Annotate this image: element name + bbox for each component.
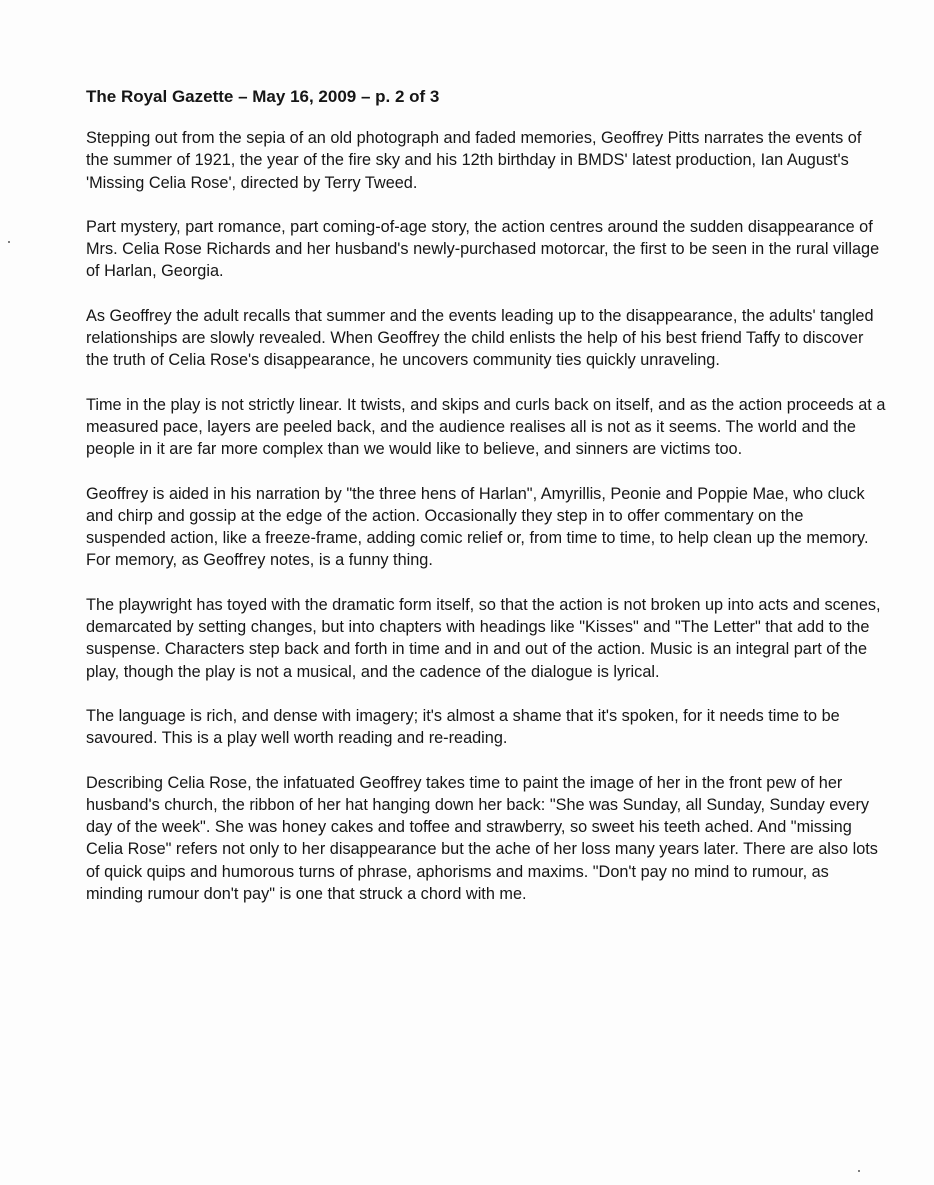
scan-speck	[8, 241, 10, 243]
paragraph-7: The language is rich, and dense with imagery; it's almost a shame that it's spoken, for it needs time to be savoured. This is a play well worth reading and re-reading.	[86, 706, 840, 748]
paragraph-1: Stepping out from the sepia of an old photograph and faded memories, Geoffrey Pitts narrates the events of the summer of 1921, the year of the fire sky and his 12th birthday in BMDS' latest production, Ian August's 'Missing Celia Rose', directed by Terry Tweed.	[86, 129, 862, 192]
paragraph-2: Part mystery, part romance, part coming-of-age story, the action centres around the sudden disappearance of Mrs. Celia Rose Richards and her husband's newly-purchased motorcar, the first to be seen in the rural village of Harlan, Georgia.	[86, 217, 880, 281]
paragraph-5: Geoffrey is aided in his narration by "the three hens of Harlan", Amyrillis, Peonie and Poppie Mae, who cluck and chirp and gossip at the edge of the action. Occasionally they step in to offer commentary on the suspended action, like a freeze-frame, adding comic relief or, from time to time, to help clean up the memory. For memory, as Geoffrey notes, is a funny thing.	[86, 484, 869, 570]
paragraph-4: Time in the play is not strictly linear. It twists, and skips and curls back on itself, and as the action proceeds at a measured pace, layers are peeled back, and the audience realises all is not as it seems. The world and the people in it are far more complex than we would like to believe, and sinners are victims too.	[86, 395, 886, 459]
article-body	[86, 86, 886, 927]
paragraph-6: The playwright has toyed with the dramatic form itself, so that the action is not broken up into acts and scenes, demarcated by setting changes, but into chapters with headings like "Kisses" and "The Letter" that add to the suspense. Characters step back and forth in time and in and out of the action. Music is an integral part of the play, though the play is not a musical, and the cadence of the dialogue is lyrical.	[86, 595, 881, 681]
paragraph-3: As Geoffrey the adult recalls that summer and the events leading up to the disappearance, the adults' tangled relationships are slowly revealed. When Geoffrey the child enlists the help of his best friend Taffy to discover the truth of Celia Rose's disappearance, he uncovers community ties quickly unraveling.	[86, 306, 874, 370]
paragraph-8: Describing Celia Rose, the infatuated Geoffrey takes time to paint the image of her in the front pew of her husband's church, the ribbon of her hat hanging down her back: "She was Sunday, all Sunday, Sunday every day of the week". She was honey cakes and toffee and strawberry, so sweet his teeth ached. And "missing Celia Rose" refers not only to her disappearance but the ache of her loss many years later. There are also lots of quick quips and humorous turns of phrase, aphorisms and maxims. "Don't pay no mind to rumour, as minding rumour don't pay" is one that struck a chord with me.	[86, 773, 878, 904]
page-heading: The Royal Gazette – May 16, 2009 – p. 2 of 3	[86, 87, 440, 106]
scan-speck	[858, 1170, 860, 1172]
